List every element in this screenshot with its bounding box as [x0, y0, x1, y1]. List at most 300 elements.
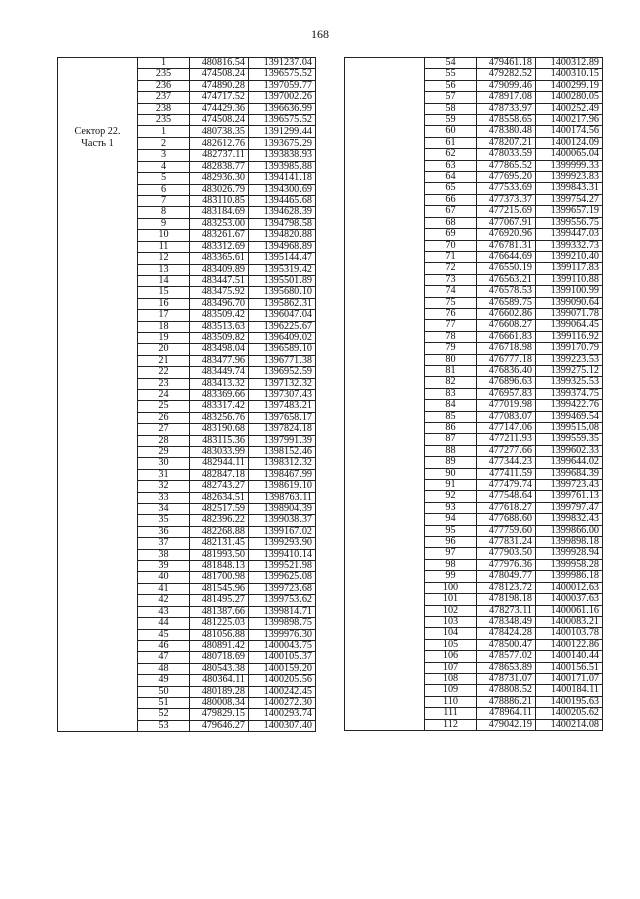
x-coordinate: 477211.93	[477, 434, 536, 445]
table-row	[58, 253, 316, 264]
point-number: 79	[425, 343, 477, 354]
sector-cell	[345, 297, 425, 308]
table-row	[345, 80, 603, 91]
table-row	[345, 194, 603, 205]
table-row	[58, 675, 316, 686]
x-coordinate: 483261.67	[190, 230, 249, 241]
point-number: 59	[425, 115, 477, 126]
sector-cell	[58, 526, 138, 537]
right-coordinates-table	[344, 57, 603, 731]
table-row	[58, 469, 316, 480]
point-number: 39	[138, 561, 190, 572]
sector-cell	[345, 343, 425, 354]
sector-cell	[58, 115, 138, 126]
table-row	[345, 480, 603, 491]
x-coordinate: 478917.08	[477, 92, 536, 103]
point-number: 9	[138, 218, 190, 229]
table-row	[345, 297, 603, 308]
table-row	[345, 115, 603, 126]
sector-cell	[58, 378, 138, 389]
sector-cell	[345, 434, 425, 445]
sector-cell	[58, 709, 138, 720]
x-coordinate: 478348.49	[477, 616, 536, 627]
x-coordinate: 476896.63	[477, 377, 536, 388]
sector-cell	[58, 344, 138, 355]
page-number: 168	[311, 27, 329, 41]
x-coordinate: 483312.69	[190, 241, 249, 252]
x-coordinate: 480008.34	[190, 697, 249, 708]
sector-cell	[345, 411, 425, 422]
y-coordinate: 1394300.69	[249, 184, 316, 195]
point-number: 41	[138, 583, 190, 594]
table-row	[58, 595, 316, 606]
x-coordinate: 477067.91	[477, 217, 536, 228]
point-number: 110	[425, 696, 477, 707]
sector-cell	[58, 310, 138, 321]
sector-cell	[58, 196, 138, 207]
point-number: 48	[138, 663, 190, 674]
table-row	[345, 548, 603, 559]
table-row	[58, 583, 316, 594]
sector-cell	[345, 662, 425, 673]
table-row	[58, 686, 316, 697]
y-coordinate: 1399797.47	[536, 502, 603, 513]
sector-cell	[345, 80, 425, 91]
sector-cell	[58, 355, 138, 366]
y-coordinate: 1396047.04	[249, 310, 316, 321]
y-coordinate: 1399447.03	[536, 229, 603, 240]
sector-cell	[345, 537, 425, 548]
y-coordinate: 1399723.43	[536, 480, 603, 491]
sector-cell	[58, 412, 138, 423]
sector-cell	[345, 320, 425, 331]
point-number: 22	[138, 367, 190, 378]
point-number: 47	[138, 652, 190, 663]
x-coordinate: 481700.98	[190, 572, 249, 583]
point-number: 28	[138, 435, 190, 446]
table-row	[345, 673, 603, 684]
table-row	[345, 628, 603, 639]
sector-cell	[58, 58, 138, 69]
table-row	[58, 424, 316, 435]
table-row	[58, 207, 316, 218]
sector-cell	[58, 401, 138, 412]
table-row	[345, 69, 603, 80]
sector-cell	[345, 194, 425, 205]
point-number: 8	[138, 207, 190, 218]
point-number: 44	[138, 618, 190, 629]
point-number: 15	[138, 287, 190, 298]
y-coordinate: 1399866.00	[536, 525, 603, 536]
point-number: 101	[425, 594, 477, 605]
y-coordinate: 1391299.44	[249, 126, 316, 138]
table-row	[58, 697, 316, 708]
y-coordinate: 1394628.39	[249, 207, 316, 218]
table-row	[58, 241, 316, 252]
sector-cell	[58, 103, 138, 114]
point-number: 32	[138, 481, 190, 492]
y-coordinate: 1399521.98	[249, 561, 316, 572]
y-coordinate: 1399928.94	[536, 548, 603, 559]
sector-cell	[58, 80, 138, 91]
point-number: 56	[425, 80, 477, 91]
point-number: 25	[138, 401, 190, 412]
y-coordinate: 1396589.10	[249, 344, 316, 355]
sector-cell	[345, 115, 425, 126]
table-row	[58, 275, 316, 286]
table-row	[345, 183, 603, 194]
y-coordinate: 1400156.51	[536, 662, 603, 673]
table-row	[345, 468, 603, 479]
sector-cell	[58, 367, 138, 378]
sector-cell	[345, 286, 425, 297]
y-coordinate: 1400307.40	[249, 720, 316, 731]
x-coordinate: 483509.82	[190, 332, 249, 343]
x-coordinate: 483369.66	[190, 389, 249, 400]
point-number: 99	[425, 571, 477, 582]
y-coordinate: 1397483.21	[249, 401, 316, 412]
table-row	[345, 445, 603, 456]
y-coordinate: 1400184.11	[536, 685, 603, 696]
point-number: 90	[425, 468, 477, 479]
y-coordinate: 1399374.75	[536, 388, 603, 399]
sector-cell	[58, 332, 138, 343]
point-number: 72	[425, 263, 477, 274]
sector-cell	[345, 126, 425, 137]
table-row	[58, 218, 316, 229]
table-row	[58, 652, 316, 663]
x-coordinate: 477533.69	[477, 183, 536, 194]
y-coordinate: 1396575.52	[249, 115, 316, 126]
table-row	[345, 502, 603, 513]
y-coordinate: 1399898.75	[249, 618, 316, 629]
point-number: 31	[138, 469, 190, 480]
y-coordinate: 1396575.52	[249, 69, 316, 80]
sector-cell	[345, 69, 425, 80]
table-row	[345, 274, 603, 285]
y-coordinate: 1399110.88	[536, 274, 603, 285]
sector-cell	[58, 173, 138, 184]
x-coordinate: 474890.28	[190, 80, 249, 91]
table-row	[58, 115, 316, 126]
point-number: 52	[138, 709, 190, 720]
point-number: 67	[425, 206, 477, 217]
point-number: 75	[425, 297, 477, 308]
table-row	[345, 411, 603, 422]
sector-cell	[58, 264, 138, 275]
table-row	[58, 435, 316, 446]
y-coordinate: 1398467.99	[249, 469, 316, 480]
point-number: 29	[138, 447, 190, 458]
y-coordinate: 1399923.83	[536, 172, 603, 183]
x-coordinate: 483413.32	[190, 378, 249, 389]
point-number: 12	[138, 253, 190, 264]
x-coordinate: 480189.28	[190, 686, 249, 697]
table-row	[58, 196, 316, 207]
y-coordinate: 1400124.09	[536, 137, 603, 148]
x-coordinate: 477759.60	[477, 525, 536, 536]
sector-cell	[345, 582, 425, 593]
y-coordinate: 1391237.04	[249, 58, 316, 69]
y-coordinate: 1400037.63	[536, 594, 603, 605]
point-number: 74	[425, 286, 477, 297]
x-coordinate: 480816.54	[190, 58, 249, 69]
y-coordinate: 1398904.39	[249, 504, 316, 515]
x-coordinate: 483026.79	[190, 184, 249, 195]
sector-cell	[58, 92, 138, 103]
y-coordinate: 1396225.67	[249, 321, 316, 332]
table-row	[58, 103, 316, 114]
sector-cell	[345, 685, 425, 696]
x-coordinate: 478380.48	[477, 126, 536, 137]
table-row	[345, 662, 603, 673]
x-coordinate: 474508.24	[190, 115, 249, 126]
y-coordinate: 1400065.04	[536, 149, 603, 160]
point-number: 27	[138, 424, 190, 435]
table-row	[58, 447, 316, 458]
table-row	[58, 618, 316, 629]
table-row	[345, 696, 603, 707]
x-coordinate: 480364.11	[190, 675, 249, 686]
x-coordinate: 478424.28	[477, 628, 536, 639]
x-coordinate: 483477.96	[190, 355, 249, 366]
table-row	[345, 491, 603, 502]
sector-cell	[345, 423, 425, 434]
table-row	[345, 651, 603, 662]
table-row	[58, 80, 316, 91]
table-row	[345, 263, 603, 274]
part-label: Часть 1	[81, 137, 114, 149]
point-number: 98	[425, 559, 477, 570]
y-coordinate: 1399293.90	[249, 538, 316, 549]
table-row	[58, 58, 316, 69]
x-coordinate: 477903.50	[477, 548, 536, 559]
x-coordinate: 476920.96	[477, 229, 536, 240]
sector-cell	[58, 481, 138, 492]
y-coordinate: 1394141.18	[249, 173, 316, 184]
sector-cell	[345, 639, 425, 650]
table-row	[58, 367, 316, 378]
x-coordinate: 478273.11	[477, 605, 536, 616]
table-row	[345, 594, 603, 605]
sector-cell	[58, 447, 138, 458]
sector-cell	[345, 400, 425, 411]
x-coordinate: 478558.65	[477, 115, 536, 126]
sector-cell	[58, 561, 138, 572]
table-row	[345, 719, 603, 730]
y-coordinate: 1400195.63	[536, 696, 603, 707]
y-coordinate: 1399090.64	[536, 297, 603, 308]
x-coordinate: 479829.15	[190, 709, 249, 720]
sector-cell	[58, 640, 138, 651]
y-coordinate: 1399325.53	[536, 377, 603, 388]
x-coordinate: 478808.52	[477, 685, 536, 696]
y-coordinate: 1397132.32	[249, 378, 316, 389]
sector-cell	[345, 559, 425, 570]
y-coordinate: 1399038.37	[249, 515, 316, 526]
point-number: 4	[138, 161, 190, 172]
point-number: 42	[138, 595, 190, 606]
y-coordinate: 1393985.88	[249, 161, 316, 172]
y-coordinate: 1399761.13	[536, 491, 603, 502]
y-coordinate: 1400043.75	[249, 640, 316, 651]
x-coordinate: 477865.52	[477, 160, 536, 171]
y-coordinate: 1398152.46	[249, 447, 316, 458]
y-coordinate: 1400103.78	[536, 628, 603, 639]
sector-cell	[58, 389, 138, 400]
table-row	[58, 332, 316, 343]
y-coordinate: 1397307.43	[249, 389, 316, 400]
point-number: 40	[138, 572, 190, 583]
table-row	[58, 344, 316, 355]
y-coordinate: 1400214.08	[536, 719, 603, 730]
y-coordinate: 1395144.47	[249, 253, 316, 264]
point-number: 3	[138, 150, 190, 161]
y-coordinate: 1400217.96	[536, 115, 603, 126]
table-row	[58, 458, 316, 469]
left-coordinates-table	[57, 57, 316, 732]
y-coordinate: 1399832.43	[536, 514, 603, 525]
sector-cell	[345, 548, 425, 559]
sector-cell	[345, 92, 425, 103]
point-number: 88	[425, 445, 477, 456]
table-row	[345, 639, 603, 650]
table-row	[345, 206, 603, 217]
point-number: 96	[425, 537, 477, 548]
point-number: 19	[138, 332, 190, 343]
x-coordinate: 477147.06	[477, 423, 536, 434]
x-coordinate: 478733.97	[477, 103, 536, 114]
table-row	[345, 400, 603, 411]
point-number: 45	[138, 629, 190, 640]
point-number: 23	[138, 378, 190, 389]
table-row	[58, 389, 316, 400]
point-number: 6	[138, 184, 190, 195]
table-row	[58, 663, 316, 674]
sector-cell	[58, 629, 138, 640]
sector-cell	[58, 606, 138, 617]
x-coordinate: 483317.42	[190, 401, 249, 412]
y-coordinate: 1400140.44	[536, 651, 603, 662]
x-coordinate: 483496.70	[190, 298, 249, 309]
y-coordinate: 1393838.93	[249, 150, 316, 161]
table-row	[345, 320, 603, 331]
table-row	[345, 92, 603, 103]
point-number: 91	[425, 480, 477, 491]
sector-cell	[58, 126, 138, 150]
x-coordinate: 481848.13	[190, 561, 249, 572]
y-coordinate: 1400272.30	[249, 697, 316, 708]
sector-cell	[58, 595, 138, 606]
x-coordinate: 482517.59	[190, 504, 249, 515]
point-number: 49	[138, 675, 190, 686]
point-number: 100	[425, 582, 477, 593]
y-coordinate: 1396771.38	[249, 355, 316, 366]
x-coordinate: 478964.11	[477, 708, 536, 719]
y-coordinate: 1400205.56	[249, 675, 316, 686]
x-coordinate: 476563.21	[477, 274, 536, 285]
x-coordinate: 476589.75	[477, 297, 536, 308]
point-number: 236	[138, 80, 190, 91]
point-number: 60	[425, 126, 477, 137]
point-number: 1	[138, 126, 190, 138]
x-coordinate: 483033.99	[190, 447, 249, 458]
x-coordinate: 477479.74	[477, 480, 536, 491]
y-coordinate: 1400012.63	[536, 582, 603, 593]
table-row	[345, 457, 603, 468]
table-row	[345, 708, 603, 719]
table-row	[345, 616, 603, 627]
x-coordinate: 483115.36	[190, 435, 249, 446]
sector-cell	[345, 251, 425, 262]
point-number: 82	[425, 377, 477, 388]
table-row	[345, 331, 603, 342]
y-coordinate: 1399064.45	[536, 320, 603, 331]
x-coordinate: 482936.30	[190, 173, 249, 184]
point-number: 104	[425, 628, 477, 639]
table-row	[345, 229, 603, 240]
point-number: 57	[425, 92, 477, 103]
x-coordinate: 483498.04	[190, 344, 249, 355]
y-coordinate: 1400242.45	[249, 686, 316, 697]
x-coordinate: 476957.83	[477, 388, 536, 399]
y-coordinate: 1397658.17	[249, 412, 316, 423]
sector-cell	[345, 274, 425, 285]
x-coordinate: 478207.21	[477, 137, 536, 148]
y-coordinate: 1399071.78	[536, 308, 603, 319]
x-coordinate: 483184.69	[190, 207, 249, 218]
sector-cell	[345, 480, 425, 491]
y-coordinate: 1396636.99	[249, 103, 316, 114]
table-row	[58, 92, 316, 103]
x-coordinate: 478731.07	[477, 673, 536, 684]
y-coordinate: 1397824.18	[249, 424, 316, 435]
y-coordinate: 1399958.28	[536, 559, 603, 570]
y-coordinate: 1400299.19	[536, 80, 603, 91]
table-row	[58, 572, 316, 583]
point-number: 13	[138, 264, 190, 275]
y-coordinate: 1399986.18	[536, 571, 603, 582]
point-number: 83	[425, 388, 477, 399]
sector-cell	[345, 719, 425, 730]
table-row	[345, 388, 603, 399]
y-coordinate: 1394465.68	[249, 196, 316, 207]
point-number: 66	[425, 194, 477, 205]
point-number: 80	[425, 354, 477, 365]
table-row	[345, 685, 603, 696]
x-coordinate: 476550.19	[477, 263, 536, 274]
x-coordinate: 477277.66	[477, 445, 536, 456]
table-row	[345, 251, 603, 262]
sector-cell	[345, 673, 425, 684]
y-coordinate: 1399469.54	[536, 411, 603, 422]
point-number: 18	[138, 321, 190, 332]
point-number: 84	[425, 400, 477, 411]
point-number: 108	[425, 673, 477, 684]
y-coordinate: 1394798.58	[249, 218, 316, 229]
x-coordinate: 483447.51	[190, 275, 249, 286]
x-coordinate: 477688.60	[477, 514, 536, 525]
point-number: 16	[138, 298, 190, 309]
sector-cell	[345, 58, 425, 69]
table-row	[58, 515, 316, 526]
point-number: 93	[425, 502, 477, 513]
table-row	[345, 514, 603, 525]
point-number: 69	[425, 229, 477, 240]
x-coordinate: 483190.68	[190, 424, 249, 435]
x-coordinate: 477831.24	[477, 537, 536, 548]
sector-cell	[58, 69, 138, 80]
